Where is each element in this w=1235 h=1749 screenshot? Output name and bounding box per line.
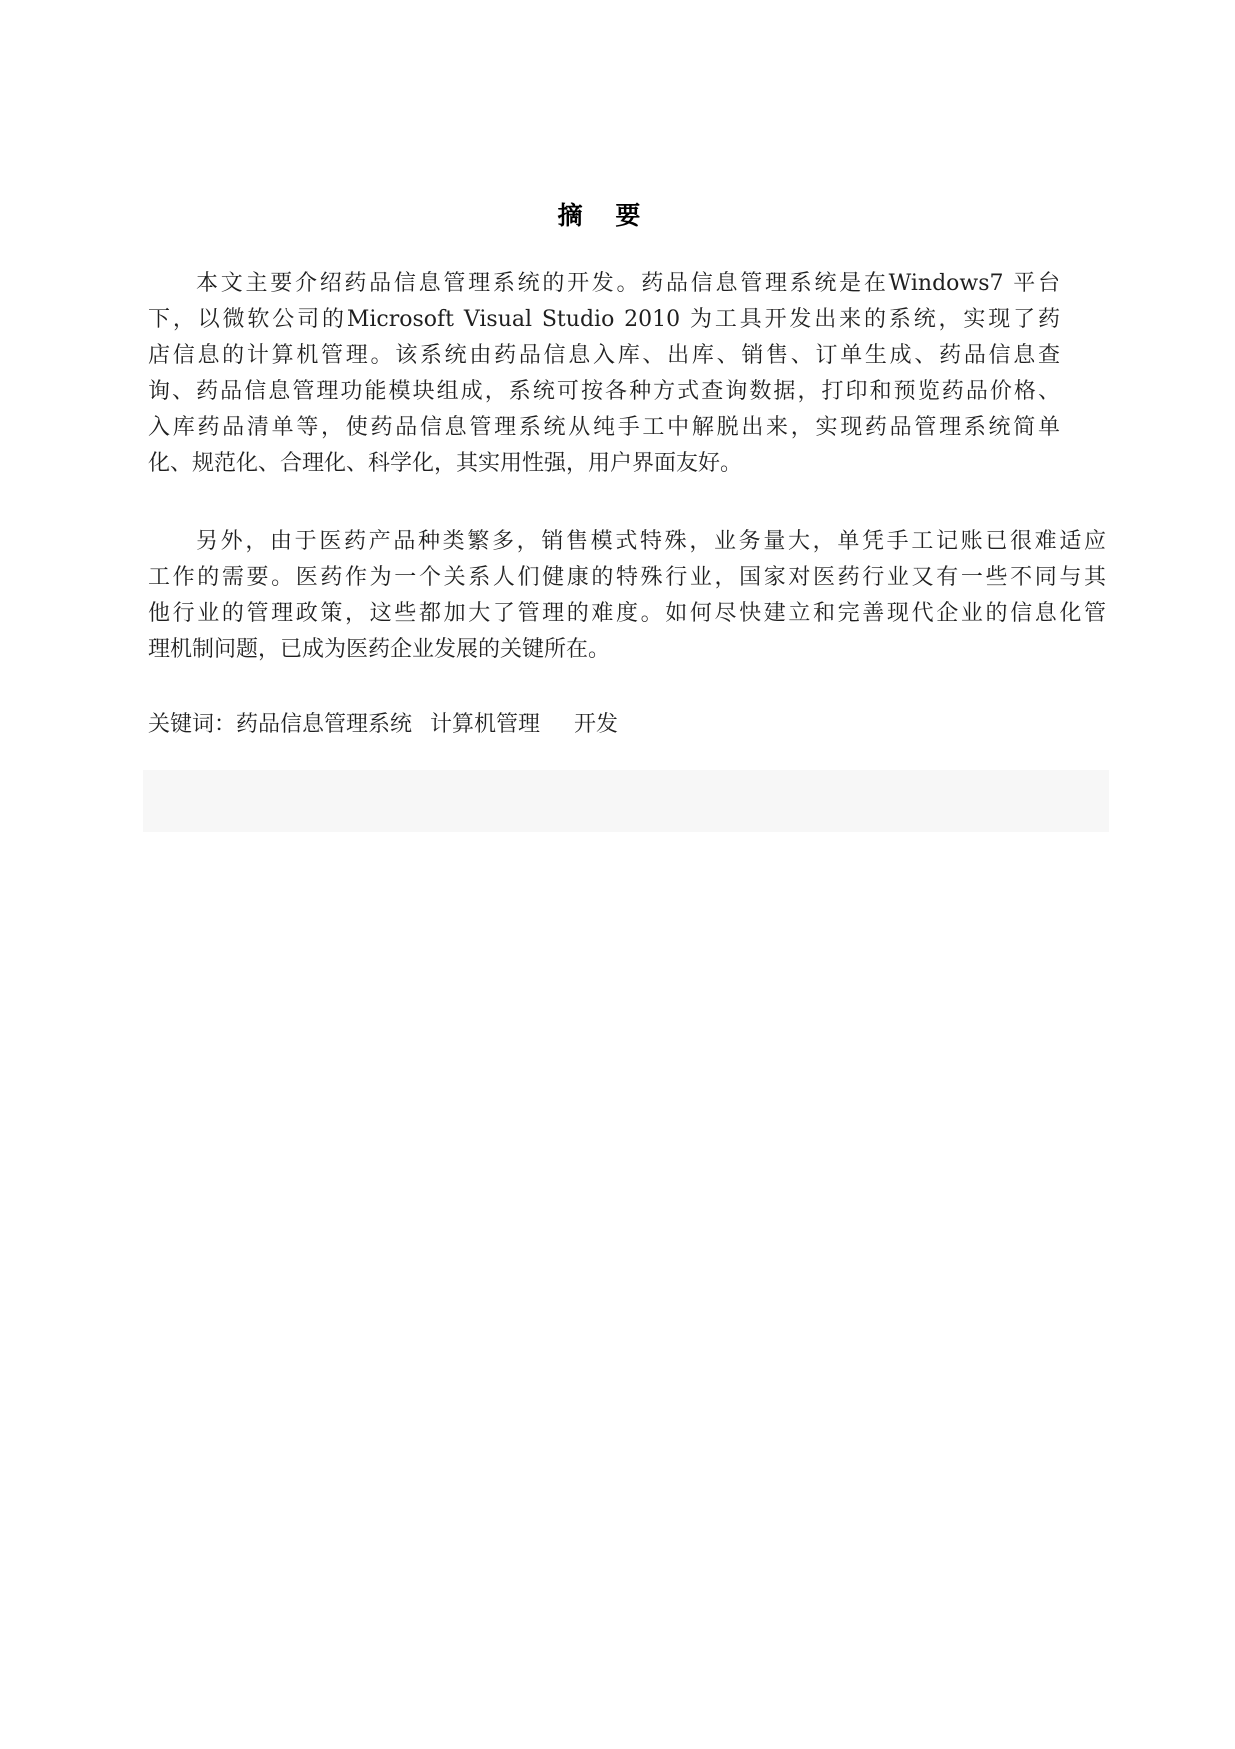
paragraph-2-line-4: 理机制问题，已成为医药企业发展的关键所在。 xyxy=(148,637,611,662)
paragraph-2-line-1: 另外，由于医药产品种类繁多，销售模式特殊，业务量大，单凭手工记账已很难适应 xyxy=(196,529,1106,554)
paragraph-2-line-2: 工作的需要。医药作为一个关系人们健康的特殊行业，国家对医药行业又有一些不同与其 xyxy=(148,565,1106,590)
paragraph-1-line-4: 询、药品信息管理功能模块组成，系统可按各种方式查询数据，打印和预览药品价格、 xyxy=(148,379,1060,404)
keyword-item: 计算机管理 xyxy=(430,712,541,737)
keywords-line xyxy=(148,707,618,738)
paragraph-1-line-3: 店信息的计算机管理。该系统由药品信息入库、出库、销售、订单生成、药品信息查 xyxy=(148,343,1060,368)
keyword-item: 开发 xyxy=(574,712,619,737)
keyword-item: 药品信息管理系统 xyxy=(236,712,413,737)
paragraph-1-line-2: 下，以微软公司的Microsoft Visual Studio 2010 为工具开发出来的系统，实现了药 xyxy=(148,307,1060,332)
paragraph-1-line-5: 入库药品清单等，使药品信息管理系统从纯手工中解脱出来，实现药品管理系统简单 xyxy=(148,415,1060,440)
paragraph-1-line-6: 化、规范化、合理化、科学化，其实用性强，用户界面友好。 xyxy=(148,451,743,476)
keywords-label: 关键词： xyxy=(148,712,237,737)
shaded-area xyxy=(143,770,1109,832)
paragraph-2-line-3: 他行业的管理政策，这些都加大了管理的难度。如何尽快建立和完善现代企业的信息化管 xyxy=(148,601,1106,626)
paragraph-1-line-1: 本文主要介绍药品信息管理系统的开发。药品信息管理系统是在Windows7 平台 xyxy=(196,271,1060,296)
abstract-title: 摘 要 xyxy=(557,201,653,230)
